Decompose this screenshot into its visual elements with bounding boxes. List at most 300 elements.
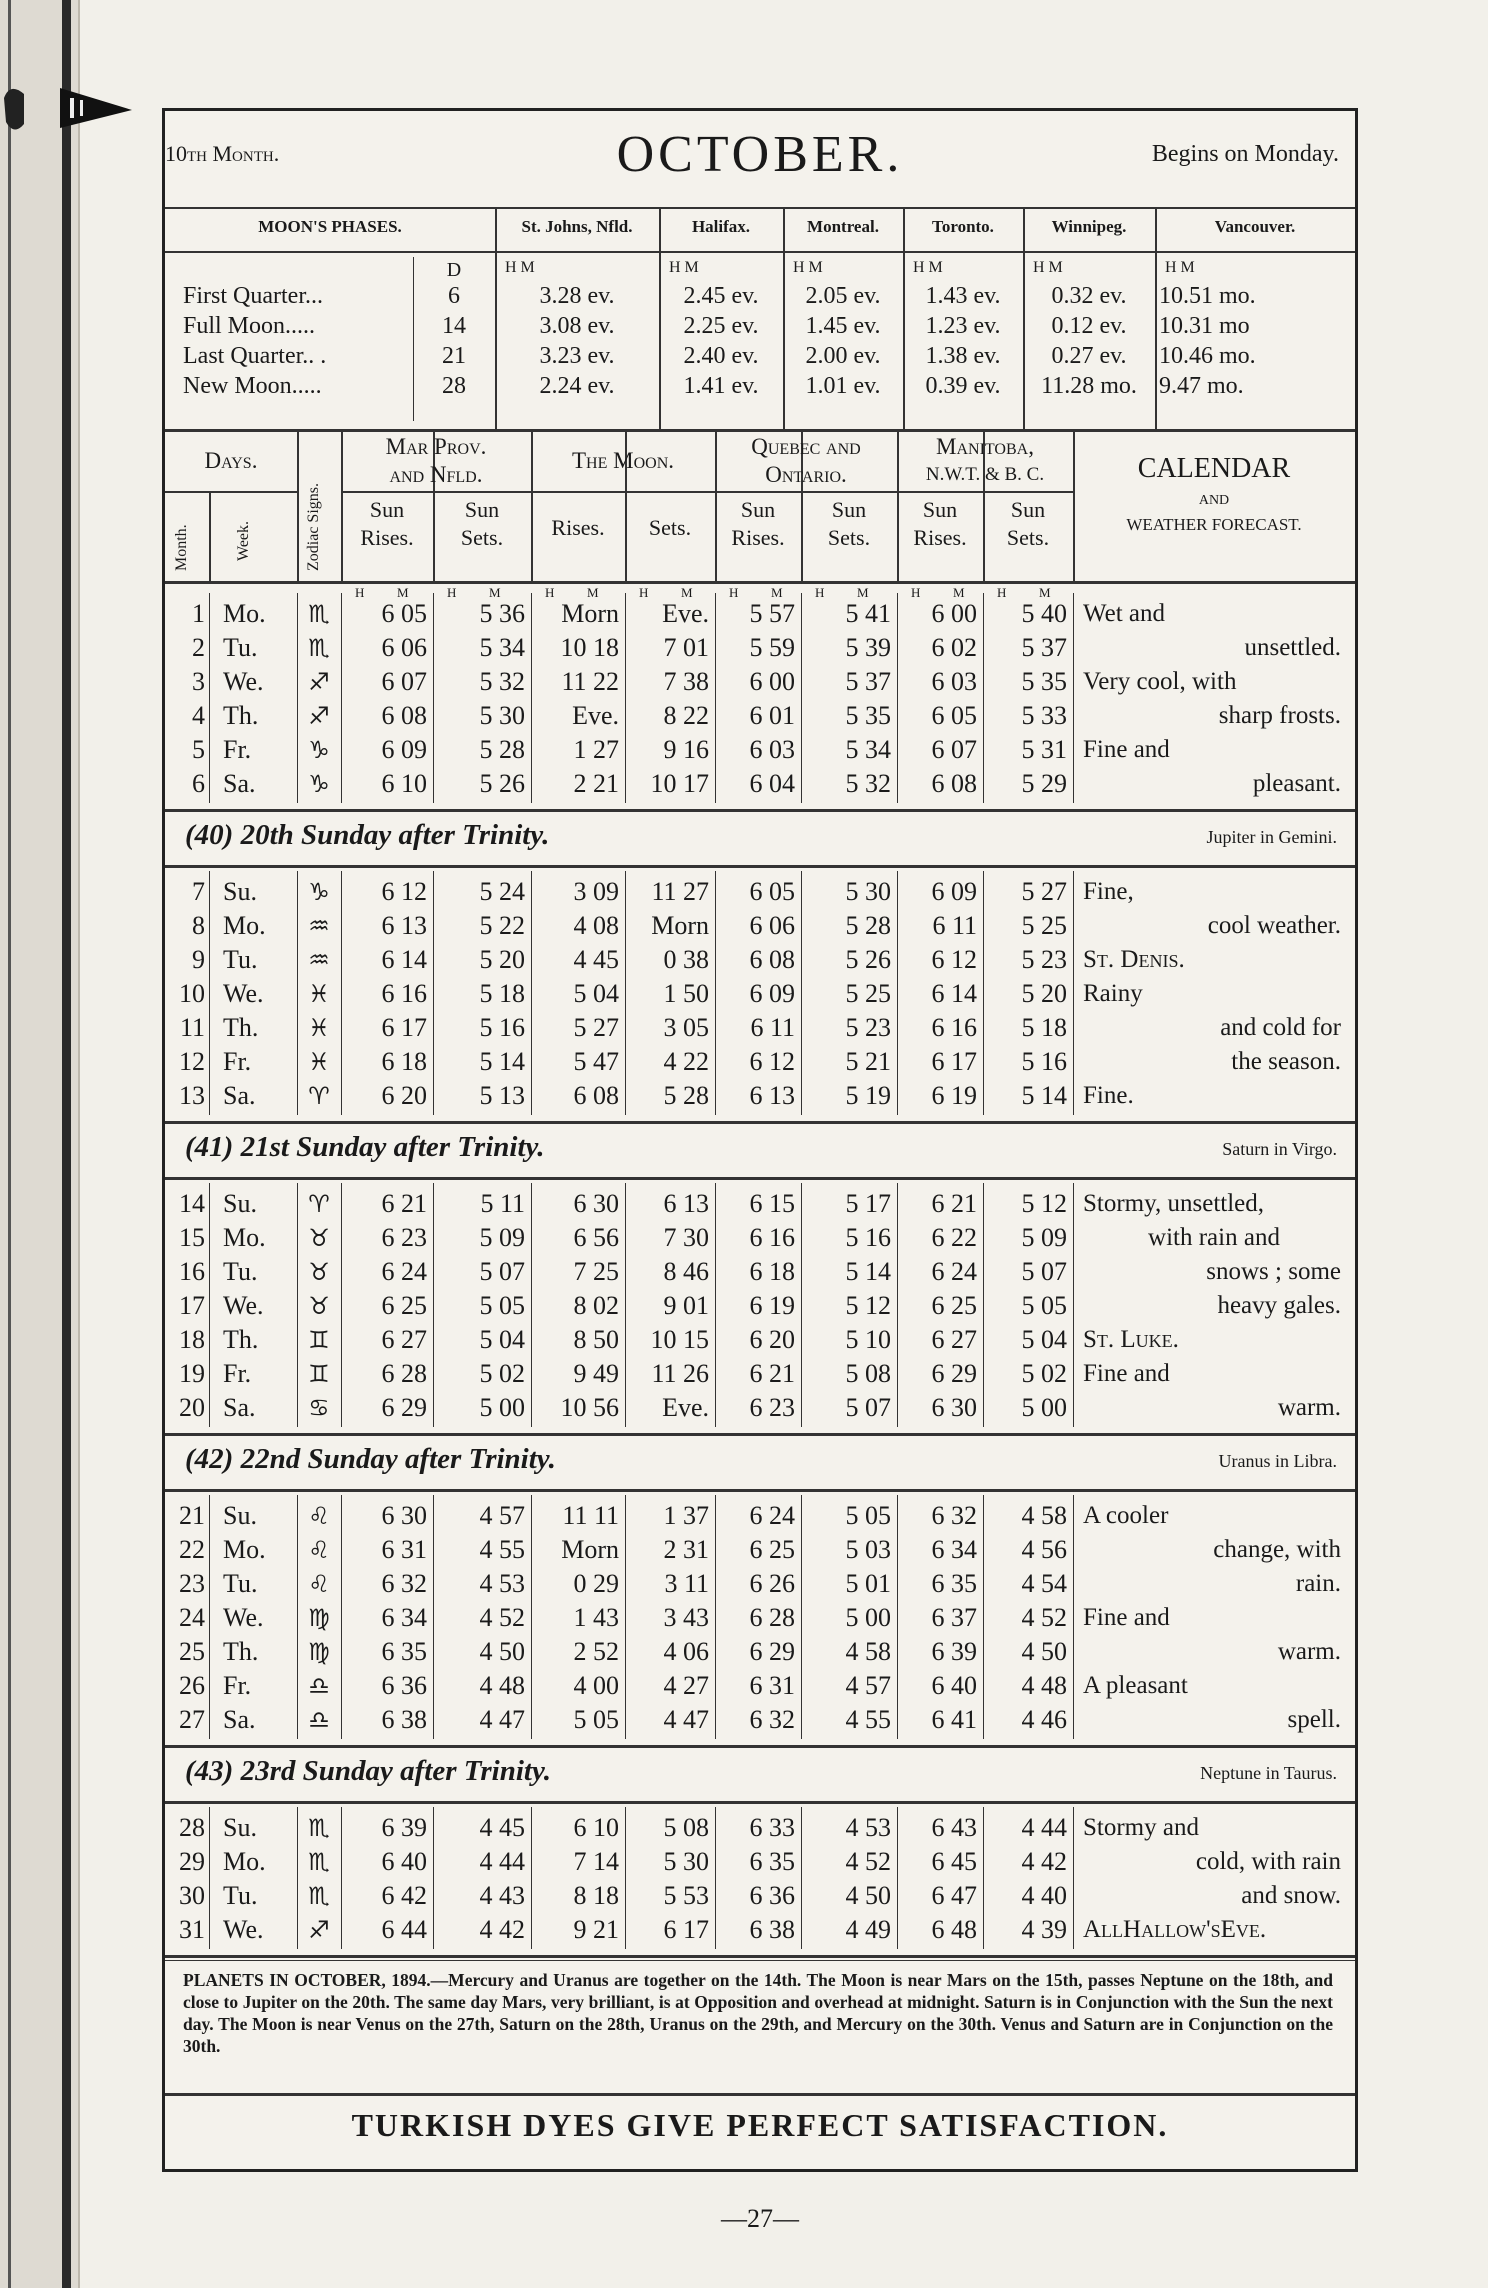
manitoba-header-line1: Manitoba, [936,434,1034,459]
time-cell: 1 27 [573,735,619,764]
time-cell: 5 00 [479,1393,525,1422]
body-col-rule [433,1807,434,1949]
time-cell: 6 31 [381,1535,427,1564]
weather-forecast-line: Stormy and [1083,1814,1199,1841]
body-col-rule [341,1183,342,1427]
time-cell: 5 59 [749,633,795,662]
phase-day: 6 [448,283,460,309]
time-cell: 11 11 [562,1501,619,1530]
time-cell: 6 19 [931,1081,977,1110]
weather-forecast-line: pleasant. [1252,770,1341,797]
place-header: Winnipeg. [1051,217,1127,236]
body-col-rule [983,871,984,1115]
phase-time: 11.28 mo. [1041,373,1137,399]
month-col-header: Month. [173,524,190,571]
sunday-rule-top [165,809,1355,812]
phase-time: 2.45 ev. [683,283,759,309]
body-col-rule [209,593,210,803]
time-cell: 6 11 [750,1013,795,1042]
time-cell: 6 03 [749,735,795,764]
time-cell: Eve. [572,701,619,730]
time-cell: 6 09 [381,735,427,764]
planet-position: Saturn in Virgo. [1222,1139,1337,1159]
time-cell: 4 58 [1021,1501,1067,1530]
time-cell: 4 44 [479,1847,525,1876]
phase-time: 2.24 ev. [539,373,615,399]
time-cell: Morn [651,911,709,940]
day-of-week: Th. [223,1325,259,1354]
almanac-page-frame [162,108,1358,2172]
time-cell: 5 37 [1021,633,1067,662]
body-col-rule [801,593,802,803]
body-col-rule [433,593,434,803]
phase-time: 0.39 ev. [925,373,1001,399]
day-of-month: 18 [179,1325,205,1354]
body-col-rule [531,593,532,803]
day-of-month: 15 [179,1223,205,1252]
body-col-rule [1073,1807,1074,1949]
day-of-month: 2 [192,633,205,662]
day-row [165,1011,1355,1045]
phase-time: 1.45 ev. [805,313,881,339]
body-col-rule [297,593,298,803]
time-cell: 6 36 [749,1881,795,1910]
time-cell: 4 48 [479,1671,525,1700]
time-cell: 6 11 [932,911,977,940]
day-of-month: 31 [179,1915,205,1944]
body-col-rule [897,871,898,1115]
time-cell: 4 47 [479,1705,525,1734]
moon-sets-subheader: Sets. [648,515,692,540]
h-label: H [997,585,1007,600]
zodiac-sign-icon: ♈ [308,1190,330,1218]
body-col-rule [531,871,532,1115]
time-cell: Morn [561,1535,619,1564]
zodiac-sign-icon: ♍ [308,1604,330,1632]
day-row [165,699,1355,733]
planet-position: Neptune in Taurus. [1200,1763,1337,1783]
body-col-rule [715,593,716,803]
time-cell: 9 16 [663,735,709,764]
time-cell: 6 24 [749,1501,795,1530]
body-col-rule [715,1495,716,1739]
body-col-rule [897,1183,898,1427]
time-cell: 6 33 [749,1813,795,1842]
day-row [165,875,1355,909]
time-cell: 5 16 [1021,1047,1067,1076]
time-cell: 6 27 [381,1325,427,1354]
day-row [165,1499,1355,1533]
day-of-week: We. [223,979,264,1008]
body-col-rule [715,1183,716,1427]
time-cell: 11 26 [651,1359,709,1388]
time-cell: 4 54 [1021,1569,1067,1598]
header-col-rule [209,491,211,581]
zodiac-sign-icon: ♌ [308,1536,330,1564]
day-of-week: Fr. [223,1671,252,1700]
day-of-month: 14 [179,1189,205,1218]
time-cell: 5 16 [845,1223,891,1252]
day-of-week: Fr. [223,1359,252,1388]
sunday-heading: (42) 22nd Sunday after Trinity. [185,1443,556,1475]
phase-time: 0.32 ev. [1051,283,1127,309]
day-row [165,909,1355,943]
page-number: —27— [721,2204,799,2233]
time-cell: 5 13 [479,1081,525,1110]
time-cell: 7 01 [663,633,709,662]
time-cell: 6 30 [381,1501,427,1530]
day-of-month: 1 [192,599,205,628]
time-cell: 6 08 [573,1081,619,1110]
day-of-month: 24 [179,1603,205,1632]
body-col-rule [625,1183,626,1427]
time-cell: 6 02 [931,633,977,662]
zodiac-sign-icon: ♎ [308,1672,330,1700]
body-col-rule [625,1807,626,1949]
mar-prov-header-line1: Mar Prov. [385,434,487,459]
time-cell: 6 12 [381,877,427,906]
day-of-month: 20 [179,1393,205,1422]
time-cell: 6 35 [931,1569,977,1598]
hm-label: H M [1165,259,1195,276]
weather-forecast-line: Fine, [1083,878,1134,905]
time-cell: 5 20 [479,945,525,974]
planet-position: Uranus in Libra. [1218,1451,1337,1471]
time-cell: 6 05 [931,701,977,730]
time-cell: 6 16 [381,979,427,1008]
day-row [165,1079,1355,1113]
sun-subheader-2: Sets. [460,525,504,550]
time-cell: 6 09 [749,979,795,1008]
day-of-week: Th. [223,701,259,730]
phases-col-rule [903,207,905,429]
day-of-week: Sa. [223,1081,256,1110]
day-of-week: Su. [223,1813,257,1842]
body-col-rule [433,1183,434,1427]
day-row [165,767,1355,801]
time-cell: 6 28 [749,1603,795,1632]
phases-col-rule [1023,207,1025,429]
time-cell: 5 35 [845,701,891,730]
zodiac-sign-icon: ♐ [308,668,330,696]
weather-forecast-line: warm. [1277,1638,1341,1665]
phase-time: 3.23 ev. [539,343,615,369]
time-cell: 6 12 [749,1047,795,1076]
time-cell: 5 30 [845,877,891,906]
time-cell: 5 14 [1021,1081,1067,1110]
day-of-month: 25 [179,1637,205,1666]
day-row [165,1045,1355,1079]
day-row [165,1357,1355,1391]
time-cell: 5 05 [479,1291,525,1320]
time-cell: 5 12 [1021,1189,1067,1218]
body-col-rule [625,593,626,803]
time-cell: 4 57 [845,1671,891,1700]
time-cell: 5 08 [845,1359,891,1388]
binding-spine-line [62,0,71,2288]
header-group-rule [341,491,531,493]
sun-subheader-1: Sun [922,497,958,522]
time-cell: 5 21 [845,1047,891,1076]
time-cell: 5 09 [479,1223,525,1252]
time-cell: 5 01 [845,1569,891,1598]
body-col-rule [297,1807,298,1949]
body-col-rule [209,1807,210,1949]
day-of-week: We. [223,1915,264,1944]
time-cell: 5 05 [1021,1291,1067,1320]
time-cell: 5 25 [845,979,891,1008]
time-cell: 5 57 [749,599,795,628]
time-cell: 5 05 [845,1501,891,1530]
days-header: Days. [204,448,258,473]
time-cell: 4 58 [845,1637,891,1666]
time-cell: 5 07 [845,1393,891,1422]
time-cell: 4 40 [1021,1881,1067,1910]
time-cell: 5 32 [845,769,891,798]
planets-note: PLANETS IN OCTOBER, 1894.—Mercury and Uranus are together on the 14th. The Moon is near Mars on the 15th, passes Neptune on the 18th, and close to Jupiter on the 20th. The same day Mars, very brilliant, is at Opposition and overhead at midnight. Saturn is in Conjunction with the Sun the next day. The Moon is near Venus on the 27th, Saturn on the 28th, Uranus on the 29th, and Mercury on the 30th. Venus and Saturn are in Conjunction on the 30th. [183,1970,1333,2056]
body-col-rule [625,1495,626,1739]
body-col-rule [209,871,210,1115]
day-row [165,977,1355,1011]
m-label: M [587,585,599,600]
zodiac-sign-icon: ♓ [308,1014,330,1042]
weather-forecast-line: and cold for [1220,1014,1341,1041]
phase-time: 1.23 ev. [925,313,1001,339]
time-cell: 3 09 [573,877,619,906]
time-cell: 6 21 [931,1189,977,1218]
body-col-rule [297,1183,298,1427]
note-rule-top [165,1955,1355,1958]
time-cell: 6 13 [749,1081,795,1110]
time-cell: 5 27 [573,1013,619,1042]
time-cell: 5 04 [573,979,619,1008]
sunday-rule-bottom [165,1489,1355,1492]
h-label: H [355,585,365,600]
time-cell: 4 50 [479,1637,525,1666]
time-cell: 8 18 [573,1881,619,1910]
time-cell: 5 20 [1021,979,1067,1008]
time-cell: 1 50 [663,979,709,1008]
h-label: H [815,585,825,600]
zodiac-sign-icon: ♏ [308,634,330,662]
time-cell: 6 21 [749,1359,795,1388]
time-cell: 3 11 [664,1569,709,1598]
phase-time: 0.12 ev. [1051,313,1127,339]
zodiac-sign-icon: ♏ [308,600,330,628]
day-of-month: 19 [179,1359,205,1388]
day-of-week: We. [223,1603,264,1632]
time-cell: 10 17 [650,769,709,798]
zodiac-sign-icon: ♐ [308,1916,330,1944]
zodiac-sign-icon: ♌ [308,1502,330,1530]
body-col-rule [341,593,342,803]
body-col-rule [897,1495,898,1739]
time-cell: 7 25 [573,1257,619,1286]
weather-forecast-line: cool weather. [1207,912,1341,939]
time-cell: Eve. [662,599,709,628]
day-of-week: Mo. [223,599,266,628]
time-cell: 10 56 [560,1393,619,1422]
phase-time: 2.00 ev. [805,343,881,369]
weather-forecast-line: warm. [1277,1394,1341,1421]
body-col-rule [209,1495,210,1739]
time-cell: 6 25 [931,1291,977,1320]
time-cell: 1 43 [573,1603,619,1632]
time-cell: 6 38 [381,1705,427,1734]
phase-time: 1.41 ev. [683,373,759,399]
time-cell: 6 00 [749,667,795,696]
phases-col-rule [783,207,785,429]
time-cell: 5 27 [1021,877,1067,906]
day-of-week: Tu. [223,945,258,974]
header-col-rule [297,429,299,581]
time-cell: 5 34 [479,633,525,662]
h-label: H [729,585,739,600]
weather-forecast-line: Fine and [1083,1360,1170,1387]
time-cell: 5 07 [1021,1257,1067,1286]
time-cell: 5 23 [845,1013,891,1042]
header-group-rule [897,491,1073,493]
time-cell: 5 04 [479,1325,525,1354]
time-cell: 6 07 [931,735,977,764]
time-cell: 6 18 [749,1257,795,1286]
time-cell: 7 14 [573,1847,619,1876]
zodiac-sign-icon: ♓ [308,1048,330,1076]
time-cell: 5 37 [845,667,891,696]
time-cell: 6 44 [381,1915,427,1944]
time-cell: 5 28 [845,911,891,940]
time-cell: 6 05 [749,877,795,906]
time-cell: 5 41 [845,599,891,628]
h-label: H [447,585,457,600]
phase-name: New Moon..... [183,373,322,399]
m-label: M [857,585,869,600]
time-cell: 6 40 [931,1671,977,1700]
body-col-rule [625,871,626,1115]
week-col-header: Week. [235,520,252,561]
day-of-week: Th. [223,1637,259,1666]
weather-forecast-line: Fine and [1083,1604,1170,1631]
time-cell: 4 22 [663,1047,709,1076]
time-cell: 6 45 [931,1847,977,1876]
body-col-rule [1073,1183,1074,1427]
body-col-rule [209,1183,210,1427]
time-cell: 4 52 [1021,1603,1067,1632]
time-cell: 6 27 [931,1325,977,1354]
body-col-rule [1073,871,1074,1115]
time-cell: 4 57 [479,1501,525,1530]
time-cell: 6 00 [931,599,977,628]
time-cell: 5 10 [845,1325,891,1354]
time-cell: 4 42 [479,1915,525,1944]
day-of-month: 29 [179,1847,205,1876]
day-row [165,1567,1355,1601]
time-cell: 6 32 [931,1501,977,1530]
day-of-week: Su. [223,1501,257,1530]
phase-name: Full Moon..... [183,313,316,339]
weather-forecast-line: spell. [1287,1706,1341,1733]
time-cell: 6 01 [749,701,795,730]
day-of-month: 6 [192,769,205,798]
body-col-rule [983,593,984,803]
time-cell: 6 24 [381,1257,427,1286]
phase-name: First Quarter... [183,283,323,309]
phase-time: 10.46 mo. [1159,343,1256,369]
time-cell: 4 44 [1021,1813,1067,1842]
phase-time: 2.05 ev. [805,283,881,309]
time-cell: 2 52 [573,1637,619,1666]
m-label: M [489,585,501,600]
time-cell: 4 43 [479,1881,525,1910]
weather-forecast-line: Very cool, with [1083,668,1237,695]
day-of-week: Mo. [223,1223,266,1252]
m-label: M [771,585,783,600]
day-of-week: Fr. [223,735,252,764]
time-cell: 8 46 [663,1257,709,1286]
day-row [165,1533,1355,1567]
body-col-rule [433,1495,434,1739]
time-cell: 9 21 [573,1915,619,1944]
time-cell: 5 14 [479,1047,525,1076]
time-cell: 6 13 [381,911,427,940]
quebec-header-line2: Ontario. [765,462,847,487]
time-cell: 6 20 [749,1325,795,1354]
time-cell: 6 16 [931,1013,977,1042]
weather-forecast-line: heavy gales. [1217,1292,1341,1319]
phase-time: 2.25 ev. [683,313,759,339]
time-cell: 5 36 [479,599,525,628]
time-cell: 11 22 [561,667,619,696]
time-cell: 4 50 [845,1881,891,1910]
zodiac-sign-icon: ♐ [308,702,330,730]
time-cell: 4 55 [845,1705,891,1734]
time-cell: 6 25 [749,1535,795,1564]
time-cell: 5 17 [845,1189,891,1218]
advertising-banner: TURKISH DYES GIVE PERFECT SATISFACTION. [351,2107,1169,2143]
sun-subheader-1: Sun [369,497,405,522]
weather-forecast-line: AllHallow'sEve. [1083,1916,1267,1943]
hm-label: H M [913,259,943,276]
phases-header-rule [165,251,1355,253]
time-cell: 5 28 [479,735,525,764]
body-col-rule [897,593,898,803]
body-col-rule [801,871,802,1115]
time-cell: 6 34 [381,1603,427,1632]
sun-subheader-2: Rises. [731,525,785,550]
sunday-rule-bottom [165,1177,1355,1180]
weather-forecast-line: A cooler [1083,1502,1169,1529]
time-cell: 5 29 [1021,769,1067,798]
phases-col-rule [659,207,661,429]
body-col-rule [715,871,716,1115]
phase-time: 3.28 ev. [539,283,615,309]
time-cell: 8 50 [573,1325,619,1354]
zodiac-sign-icon: ♊ [308,1326,330,1354]
time-cell: 3 05 [663,1013,709,1042]
time-cell: 5 40 [1021,599,1067,628]
time-cell: 6 17 [931,1047,977,1076]
header-bottom-rule [165,581,1355,584]
time-cell: 6 47 [931,1881,977,1910]
h-label: H [639,585,649,600]
time-cell: 6 25 [381,1291,427,1320]
phase-time: 10.31 mo [1159,313,1250,339]
time-cell: 6 12 [931,945,977,974]
time-cell: 4 49 [845,1915,891,1944]
day-row [165,1703,1355,1737]
time-cell: 6 18 [381,1047,427,1076]
day-of-week: Th. [223,1013,259,1042]
